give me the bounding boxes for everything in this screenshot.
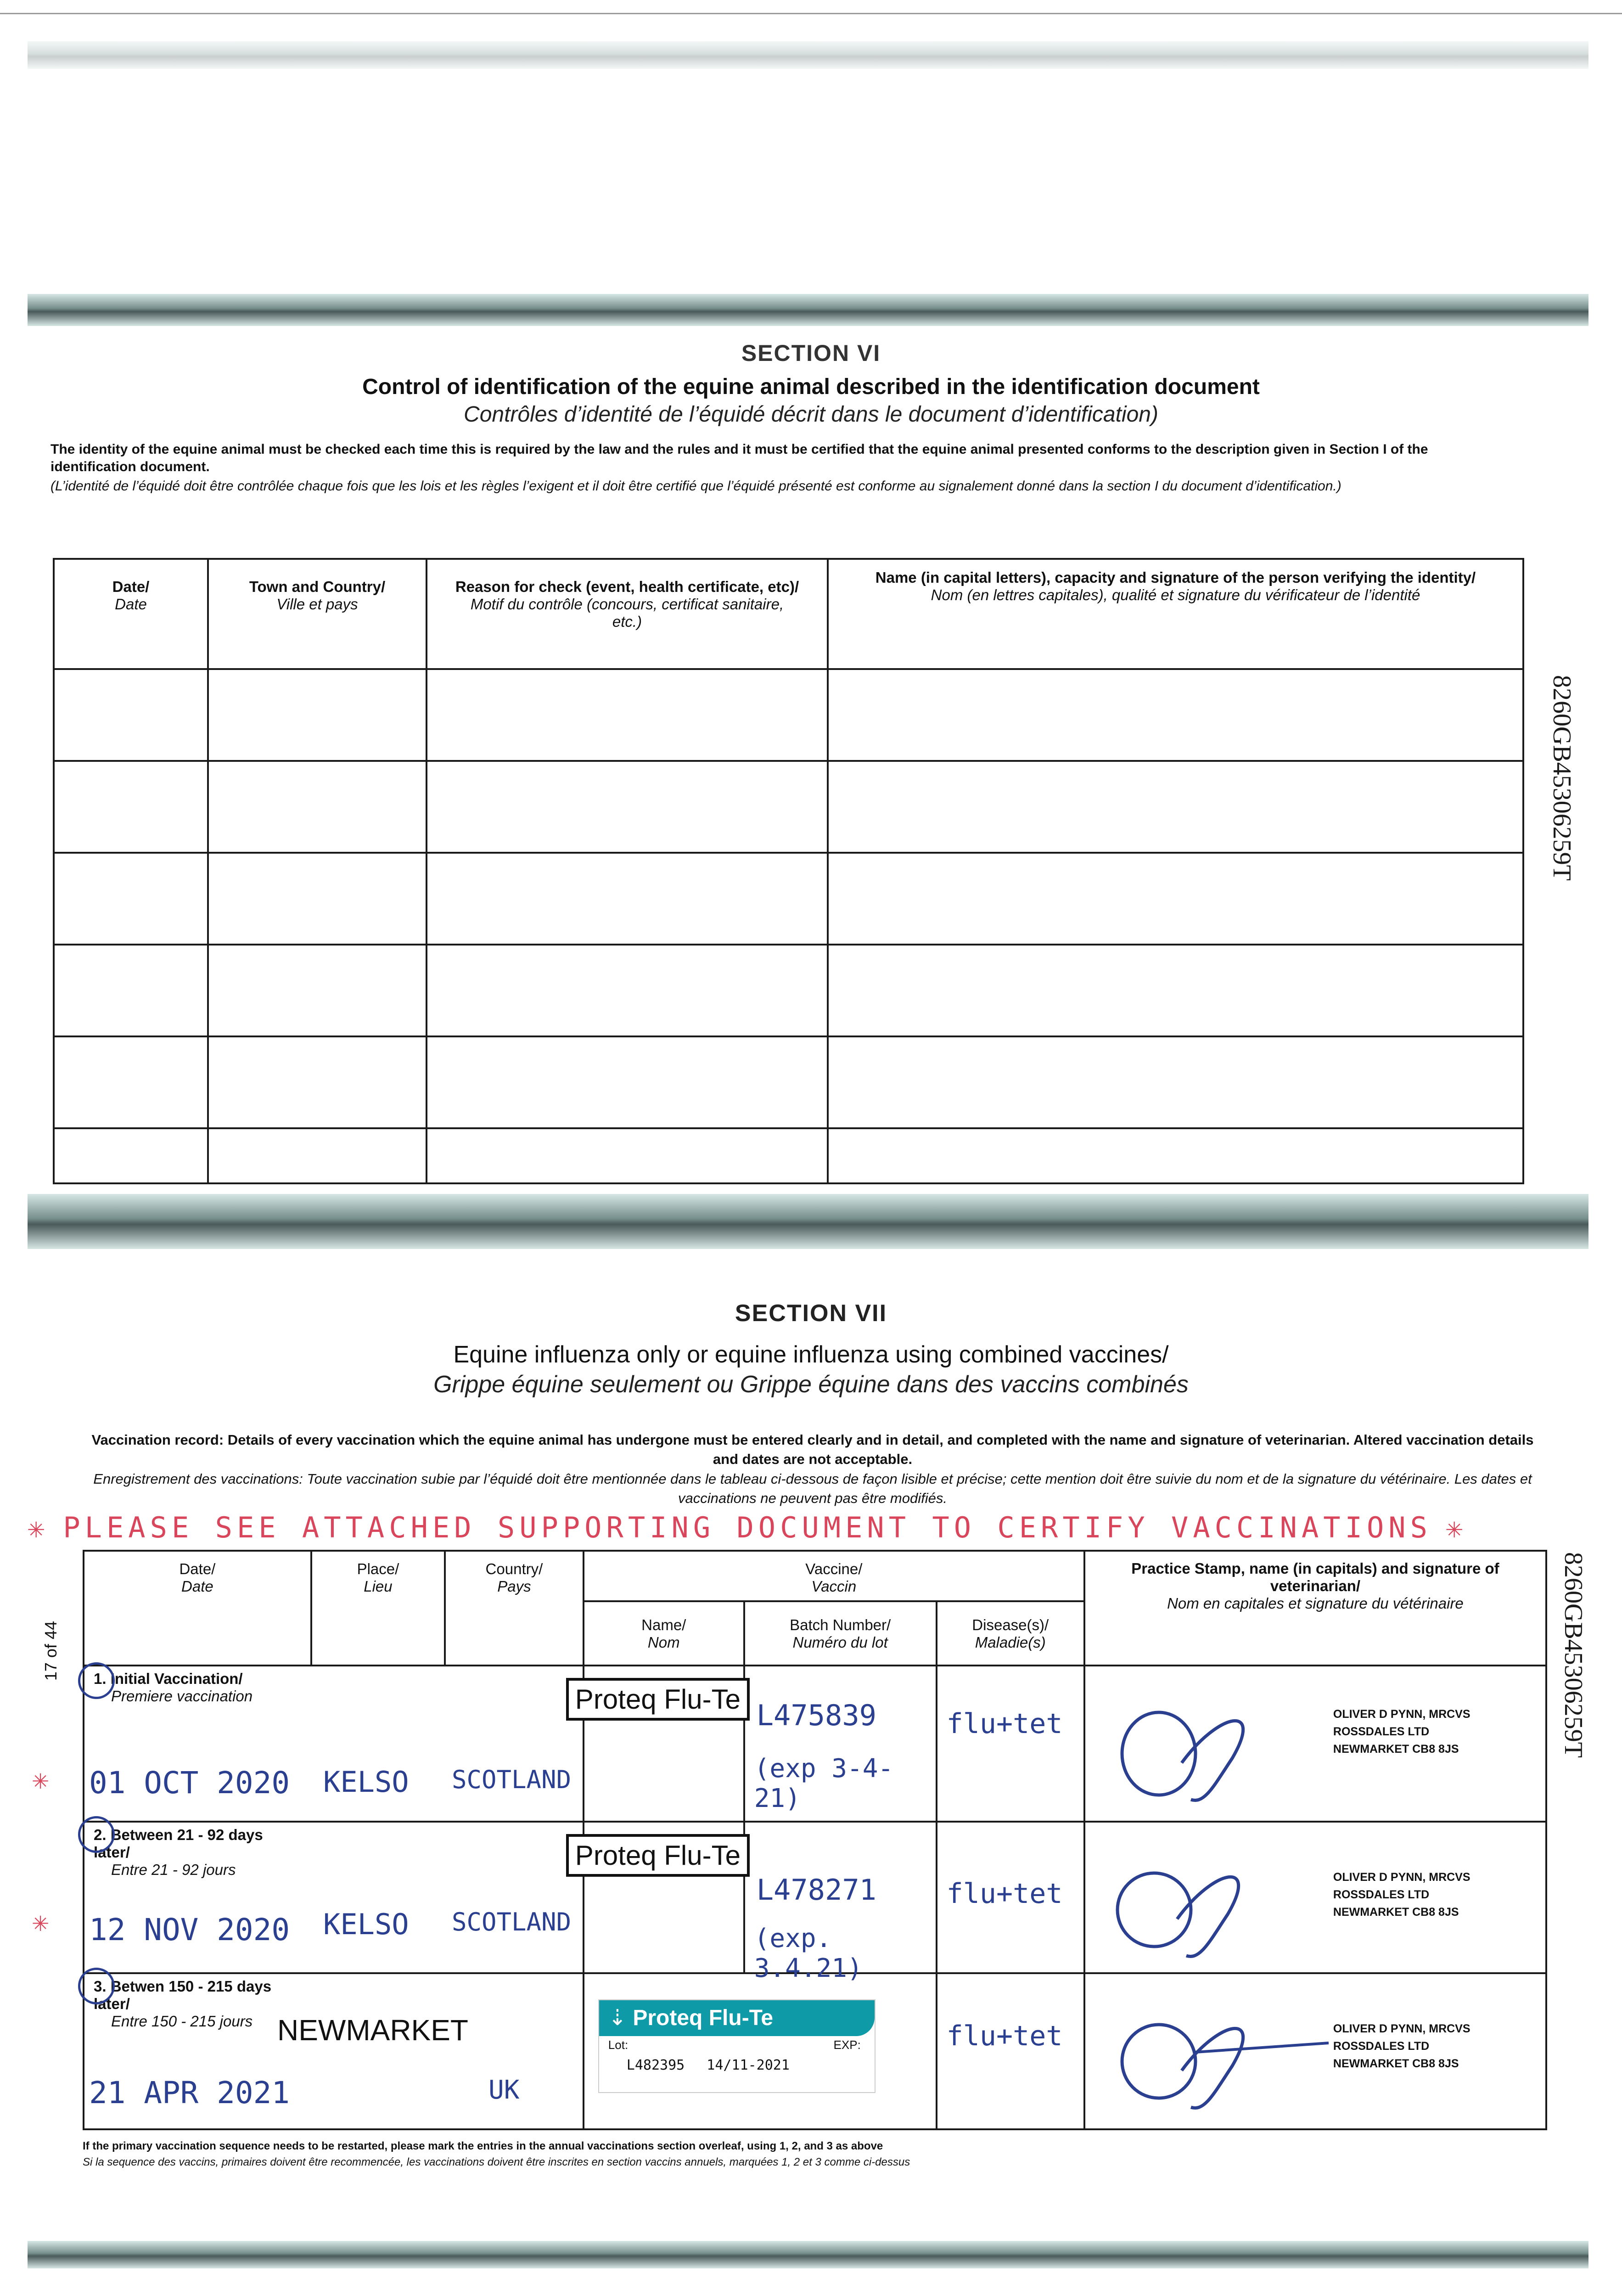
vac-header-place xyxy=(311,1551,445,1666)
vac-header-batch xyxy=(744,1601,937,1666)
stamp-line: ROSSDALES LTD xyxy=(1333,2040,1430,2053)
vac-row3-label xyxy=(94,1978,277,2030)
identity-check-row xyxy=(54,1036,1523,1128)
vac-row3-dateplace xyxy=(84,1973,584,2129)
col-header-verifier-fr: Nom (en lettres capitales), qualité et signature du vérificateur de l’identité xyxy=(931,586,1420,603)
asterisk-icon: ✳ xyxy=(32,1763,49,1795)
vet-signature-icon xyxy=(1108,1850,1292,1960)
handwritten-note-text: PLEASE SEE ATTACHED SUPPORTING DOCUMENT TO CERTIFY VACCINATIONS xyxy=(63,1511,1432,1544)
scan-fold-band-upper xyxy=(28,294,1588,326)
asterisk-icon: ✳ xyxy=(28,1511,50,1544)
vac-row2-batch xyxy=(744,1822,937,1983)
vac-header-name xyxy=(584,1601,744,1666)
identity-check-row xyxy=(54,761,1523,853)
vac-row2-place: KELSO xyxy=(323,1908,409,1941)
vac-header-country-en: Country/ xyxy=(485,1560,543,1577)
vac-header-disease-fr: Maladie(s) xyxy=(975,1634,1046,1651)
vac-row2-label-fr: Entre 21 - 92 jours xyxy=(111,1861,236,1878)
vac-header-vaccine-en: Vaccine/ xyxy=(805,1560,863,1577)
section7-title-fr: Grippe équine seulement ou Grippe équine dans des vaccins combinés xyxy=(433,1371,1189,1398)
col-header-date-fr: Date xyxy=(115,596,147,613)
stamp-line: NEWMARKET CB8 8JS xyxy=(1333,1906,1459,1919)
identity-check-row xyxy=(54,669,1523,761)
section7-title-en: Equine influenza only or equine influenza using combined vaccines/ xyxy=(453,1341,1169,1368)
vaccination-table xyxy=(83,1550,1547,2130)
vac-row1-place: KELSO xyxy=(323,1765,409,1799)
section6-intro-fr: (L’identité de l’équidé doit être contrôlée chaque fois que les lois et les règles l’exigent et il doit être certifié que l’équidé présenté est conforme au signalement donné dans la section I du document d’identification.) xyxy=(51,478,1341,494)
vaccine-label-values xyxy=(599,2054,875,2076)
vac-row2-label xyxy=(94,1826,296,1879)
identity-check-row xyxy=(54,1128,1523,1183)
vac-header-date-en: Date/ xyxy=(179,1560,216,1577)
stamp-line: OLIVER D PYNN, MRCVS xyxy=(1333,1708,1470,1721)
vac-row1-label-fr: Premiere vaccination xyxy=(111,1688,253,1705)
vac-row3-disease-text: flu+tet xyxy=(946,2020,1063,2052)
identity-check-row xyxy=(54,853,1523,945)
vac-header-vaccine xyxy=(584,1551,1084,1601)
vac-header-batch-en: Batch Number/ xyxy=(790,1616,891,1633)
section7-footer-fr: Si la sequence des vaccins, primaires doivent être recommencée, les vaccinations doivent être inscrites en section vaccins annuels, marquées 1, 2 et 3 comme ci-dessus xyxy=(83,2156,910,2168)
vac-header-place-en: Place/ xyxy=(357,1560,399,1577)
col-header-date-en: Date/ xyxy=(112,578,150,595)
section7-footer-en: If the primary vaccination sequence needs to be restarted, please mark the entries in the annual vaccinations section overleaf, using 1, 2, and 3 as above xyxy=(83,2140,883,2152)
vac-row2-stamp xyxy=(1084,1822,1546,1973)
vac-row1-disease xyxy=(937,1666,1084,1822)
vac-header-disease-en: Disease(s)/ xyxy=(972,1616,1049,1633)
vaccination-header-row-1 xyxy=(84,1551,1546,1601)
vac-row1-dateplace xyxy=(84,1666,584,1822)
col-header-town-fr: Ville et pays xyxy=(276,596,358,613)
vac-row1-date: 01 OCT 2020 xyxy=(89,1765,290,1801)
vac-row3-lot: L482395 xyxy=(626,2057,685,2073)
page-counter: 17 of 44 xyxy=(41,1621,60,1681)
circle-mark-icon xyxy=(78,1968,115,2004)
col-header-reason xyxy=(427,559,828,669)
vac-header-date xyxy=(84,1551,311,1666)
vac-header-place-fr: Lieu xyxy=(364,1578,393,1595)
vaccine-label-captions xyxy=(599,2036,875,2054)
stamp-line: NEWMARKET CB8 8JS xyxy=(1333,1743,1459,1756)
vac-header-name-fr: Nom xyxy=(647,1634,680,1651)
vac-row3-exp: 14/11-2021 xyxy=(707,2057,790,2073)
lot-caption: Lot: xyxy=(608,2038,629,2052)
vac-row2-disease xyxy=(937,1822,1084,1973)
stamp-line: ROSSDALES LTD xyxy=(1333,1888,1430,1901)
vac-row1-label-en: 1. Initial Vaccination/ xyxy=(94,1670,243,1687)
section7-heading: SECTION VII xyxy=(735,1300,887,1327)
vac-row1-stamp-text xyxy=(1333,1705,1470,1758)
vac-row3-country: UK xyxy=(488,2075,520,2105)
col-header-reason-fr: Motif du contrôle (concours, certificat sanitaire, etc.) xyxy=(470,596,784,630)
vac-row2-disease-text: flu+tet xyxy=(946,1878,1063,1910)
section7-intro-en: Vaccination record: Details of every vaccination which the equine animal has undergone must be entered clearly and in detail, and completed with the name and signature of veterinarian. Altered vaccination details and dates are not acceptable. xyxy=(91,1432,1534,1467)
vaccine-label-banner xyxy=(599,2000,875,2036)
scan-fold-band-bottom xyxy=(28,2241,1588,2268)
vac-row1-country: SCOTLAND xyxy=(452,1765,572,1794)
vac-row2-country: SCOTLAND xyxy=(452,1908,572,1936)
vac-row3-stamp xyxy=(1084,1973,1546,2129)
document-id-upper: 8260GB45306259T xyxy=(1548,675,1576,881)
vac-header-country-fr: Pays xyxy=(497,1578,531,1595)
vaccination-row-1 xyxy=(84,1666,1546,1822)
exp-caption: EXP: xyxy=(833,2038,861,2052)
vac-row1-name xyxy=(575,1666,744,1822)
identity-check-header-row xyxy=(54,559,1523,669)
vac-row1-vaccine-name: Proteq Flu-Te xyxy=(566,1678,750,1721)
vet-signature-icon xyxy=(1113,2002,1333,2112)
vac-row1-stamp xyxy=(1084,1666,1546,1822)
col-header-reason-en: Reason for check (event, health certificate, etc)/ xyxy=(455,578,799,595)
stamp-line: ROSSDALES LTD xyxy=(1333,1725,1430,1738)
vac-row3-date: 21 APR 2021 xyxy=(89,2075,290,2110)
vac-row1-batch xyxy=(744,1666,937,1822)
identity-check-table xyxy=(53,558,1524,1184)
vet-signature-icon xyxy=(1113,1694,1296,1804)
vac-row3-label-fr: Entre 150 - 215 jours xyxy=(111,2013,253,2030)
vac-row1-label xyxy=(94,1670,253,1705)
vac-row2-vaccine-name: Proteq Flu-Te xyxy=(566,1834,750,1877)
document-id-lower: 8260GB45306259T xyxy=(1559,1552,1588,1758)
vac-row2-date: 12 NOV 2020 xyxy=(89,1912,290,1947)
vac-header-stamp xyxy=(1084,1551,1546,1666)
vac-header-stamp-fr: Nom en capitales et signature du vétérinaire xyxy=(1167,1595,1464,1612)
vac-header-disease xyxy=(937,1601,1084,1666)
vac-row3-label-en: 3. Betwen 150 - 215 days later/ xyxy=(94,1978,272,2012)
section7-intro-fr: Enregistrement des vaccinations: Toute vaccination subie par l’équidé doit être mentionnée dans le tableau ci-dessous de façon lisible et précise; cette mention doit être suivie du nom et de la signature du vétérinaire. Les dates et vaccinations ne peuvent pas être modifiés. xyxy=(93,1471,1532,1506)
vac-row2-stamp-text xyxy=(1333,1868,1470,1921)
vac-row3-label-sticker xyxy=(584,1973,937,2129)
col-header-verifier xyxy=(828,559,1523,669)
vac-row2-dateplace xyxy=(84,1822,584,1973)
identity-check-row xyxy=(54,945,1523,1036)
handwritten-note xyxy=(28,1511,1556,1544)
asterisk-icon: ✳ xyxy=(1445,1511,1468,1544)
vac-header-date-fr: Date xyxy=(181,1578,213,1595)
section6-heading: SECTION VI xyxy=(741,340,881,366)
vac-header-vaccine-fr: Vaccin xyxy=(811,1578,857,1595)
circle-mark-icon xyxy=(78,1816,115,1853)
vac-row1-expiry: (exp 3-4-21) xyxy=(754,1754,894,1813)
scan-fold-band-middle xyxy=(28,1194,1588,1249)
col-header-town-en: Town and Country/ xyxy=(249,578,386,595)
vac-header-name-en: Name/ xyxy=(641,1616,686,1633)
scan-shadow-top xyxy=(28,41,1588,69)
vac-row2-name xyxy=(575,1822,744,1973)
section6-intro-en: The identity of the equine animal must be checked each time this is required by the law and the rules and it must be certified that the equine animal presented conforms to the description given in Section I of the identification document. xyxy=(51,442,1428,474)
section6-title-fr: Contrôles d’identité de l’équidé décrit dans le document d’identification) xyxy=(464,402,1158,427)
col-header-date xyxy=(54,559,208,669)
circle-mark-icon xyxy=(78,1662,115,1699)
vac-row3-place: NEWMARKET xyxy=(277,2014,468,2047)
vac-row2-expiry: (exp. 3.4.21) xyxy=(754,1924,863,1983)
vaccination-row-2 xyxy=(84,1822,1546,1973)
vac-row1-batch-number: L475839 xyxy=(756,1699,876,1732)
vac-header-country xyxy=(445,1551,584,1666)
col-header-town xyxy=(208,559,427,669)
asterisk-icon: ✳ xyxy=(32,1906,49,1938)
vac-row3-disease xyxy=(937,1973,1084,2129)
vac-header-batch-fr: Numéro du lot xyxy=(792,1634,888,1651)
vac-row3-vaccine-name: Proteq Flu-Te xyxy=(633,2006,774,2030)
scan-edge-line xyxy=(0,13,1622,14)
stamp-line: OLIVER D PYNN, MRCVS xyxy=(1333,1871,1470,1884)
vac-header-stamp-en: Practice Stamp, name (in capitals) and signature of veterinarian/ xyxy=(1131,1560,1499,1594)
col-header-verifier-en: Name (in capital letters), capacity and signature of the person verifying the identity/ xyxy=(875,569,1476,586)
vac-row2-batch-number: L478271 xyxy=(756,1873,876,1907)
vaccine-label-sticker xyxy=(598,1999,876,2093)
vac-row2-label-en: 2. Between 21 - 92 days later/ xyxy=(94,1826,263,1861)
vaccination-row-3 xyxy=(84,1973,1546,2129)
vac-row1-disease-text: flu+tet xyxy=(946,1708,1063,1740)
stamp-line: OLIVER D PYNN, MRCVS xyxy=(1333,2022,1470,2035)
vac-row3-stamp-text xyxy=(1333,2020,1470,2072)
section6-title-en: Control of identification of the equine animal described in the identification document xyxy=(362,375,1260,399)
stamp-line: NEWMARKET CB8 8JS xyxy=(1333,2057,1459,2070)
arrow-icon: ⇣ xyxy=(608,2006,633,2030)
